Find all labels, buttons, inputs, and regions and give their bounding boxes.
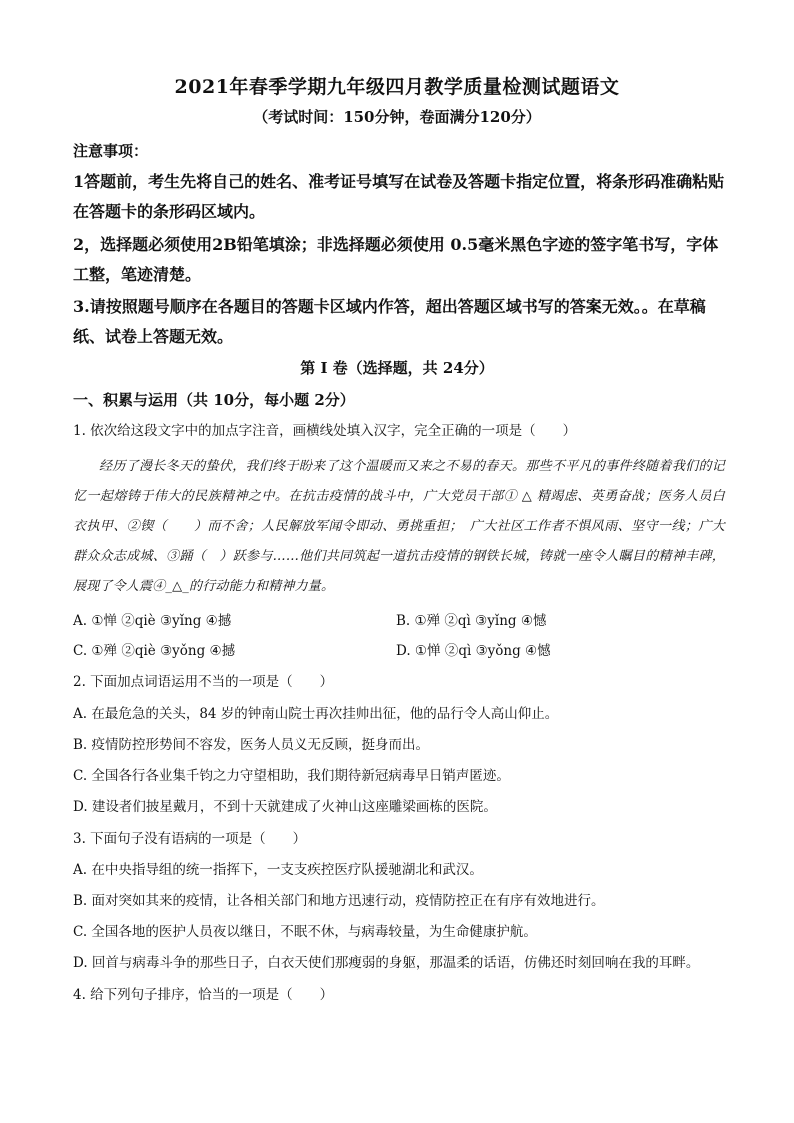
question-2-option-d: D. 建设者们披星戴月，不到十天就建成了火神山这座雕梁画栋的医院。 xyxy=(73,799,497,815)
question-1-stem: 1. 依次给这段文字中的加点字注音，画横线处填入汉字，完全正确的一项是（ ） xyxy=(73,423,577,439)
question-2-option-a: A. 在最危急的关头，84 岁的钟南山院士再次挂帅出征，他的品行令人高山仰止。 xyxy=(73,706,559,722)
notice-heading: 注意事项： xyxy=(73,142,149,160)
question-4-stem: 4. 给下列句子排序，恰当的一项是（ ） xyxy=(73,987,334,1003)
exam-title: 2021年春季学期九年级四月教学质量检测试题语文 xyxy=(174,76,620,98)
part-heading: 第 I 卷（选择题，共 24分） xyxy=(300,359,494,377)
question-1-option-b: B. ①殚 ②qì ③yǐng ④憾 xyxy=(396,613,547,629)
notice-item-1: 1答题前，考生先将自己的姓名、准考证号填写在试卷及答题卡指定位置，将条形码准确粘贴在答题卡的条形码区域内。 xyxy=(73,172,725,221)
exam-subtitle: （考试时间：150分钟，卷面满分120分） xyxy=(253,108,541,126)
question-1-option-a: A. ①惮 ②qiè ③yǐng ④撼 xyxy=(73,613,232,629)
question-1-option-d: D. ①惮 ②qì ③yǒng ④憾 xyxy=(396,643,551,659)
question-3-option-b: B. 面对突如其来的疫情，让各相关部门和地方迅速行动，疫情防控正在有序有效地进行。 xyxy=(73,893,605,909)
section-heading: 一、积累与运用（共 10分，每小题 2分） xyxy=(73,391,355,409)
question-1-passage: 经历了漫长冬天的蛰伏，我们终于盼来了这个温暖而又来之不易的春天。那些不平凡的事件终随着我们的记忆一起熔铸于伟大的民族精神之中。在抗击疫情的战斗中，广大党员干部① △ 精竭虑、英勇奋战；医务人员白衣执甲、②锲（ ）而不舍；人民解放军闻令即动、勇挑重担； 广大社区工作者不惧风雨、坚守一线；广大群众众志成城、③踊（ ）跃参与……他们共同筑起一道抗击疫情的钢铁长城，铸就一座令人瞩目的精神丰碑，展现了令人震④_△_的行动能力和精神力量。 xyxy=(73,459,725,594)
question-2-option-c: C. 全国各行各业集千钧之力守望相助，我们期待新冠病毒早日销声匿迹。 xyxy=(73,768,510,784)
notice-item-2: 2，选择题必须使用2B铅笔填涂；非选择题必须使用 0.5毫米黑色字迹的签字笔书写，字体工整，笔迹清楚。 xyxy=(73,235,719,284)
question-3-option-d: D. 回首与病毒斗争的那些日子，白衣天使们那瘦弱的身躯，那温柔的话语，仿佛还时刻回响在我的耳畔。 xyxy=(73,955,700,971)
question-3-option-a: A. 在中央指导组的统一指挥下，一支支疾控医疗队援驰湖北和武汉。 xyxy=(73,862,483,878)
question-1-option-c: C. ①殚 ②qiè ③yǒng ④撼 xyxy=(73,643,236,659)
notice-item-3: 3.请按照题号顺序在各题目的答题卡区域内作答，超出答题区域书写的答案无效。。在草稿纸、试卷上答题无效。 xyxy=(73,297,706,346)
question-3-stem: 3. 下面句子没有语病的一项是（ ） xyxy=(73,831,307,847)
question-2-stem: 2. 下面加点词语运用不当的一项是（ ） xyxy=(73,674,334,690)
question-3-option-c: C. 全国各地的医护人员夜以继日，不眠不休，与病毒较量，为生命健康护航。 xyxy=(73,924,537,940)
question-2-option-b: B. 疫情防控形势间不容发，医务人员义无反顾，挺身而出。 xyxy=(73,737,430,753)
